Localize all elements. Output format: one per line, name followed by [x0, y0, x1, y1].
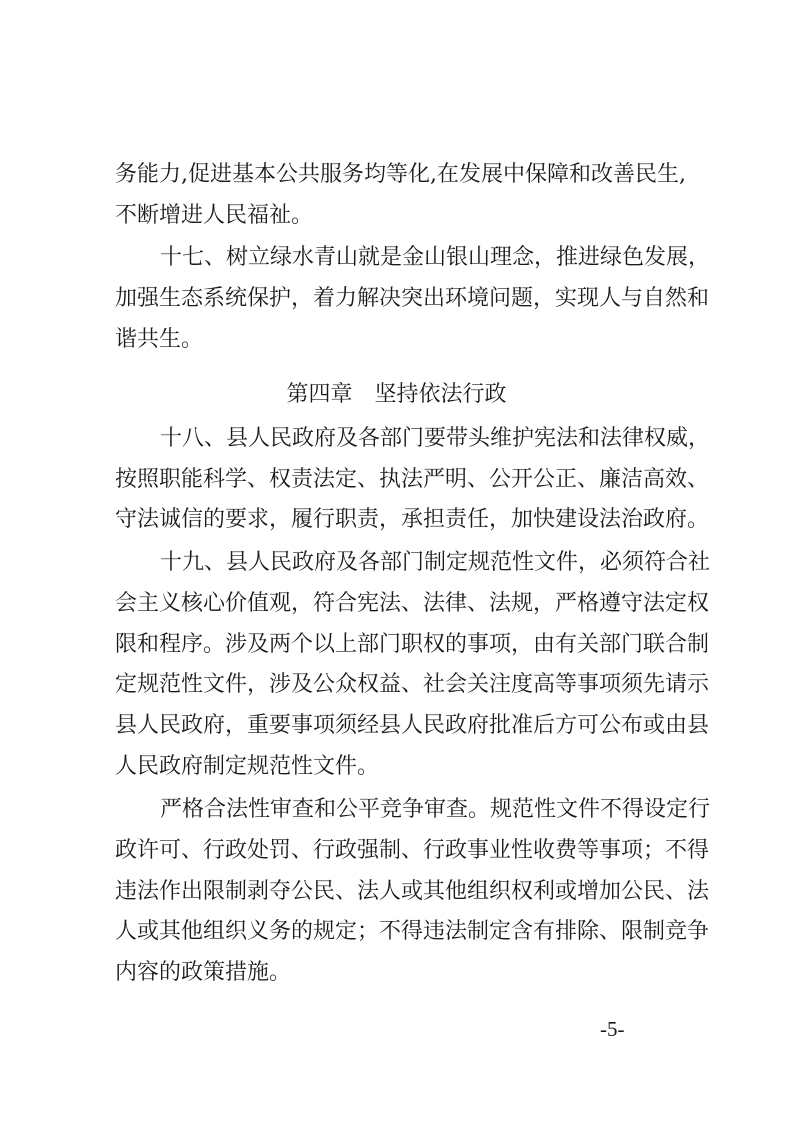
paragraph-line — [0, 500, 793, 540]
text-line: 限和程序。涉及两个以上部门职权的事项，由有关部门联合制 — [115, 632, 710, 657]
paragraph-line — [0, 584, 793, 624]
page-number: -5- — [600, 1017, 625, 1041]
paragraph-line — [0, 238, 793, 278]
text-line: 人或其他组织义务的规定；不得违法制定含有排除、限制竞争 — [115, 919, 710, 944]
paragraph-line — [0, 279, 793, 319]
text-line: 定规范性文件，涉及公众权益、社会关注度高等事项须先请示 — [115, 672, 710, 697]
text-line: 按照职能科学、权责法定、执法严明、公开公正、廉洁高效、 — [115, 467, 710, 492]
chapter-heading: 第四章 坚持依法行政 — [286, 382, 507, 407]
paragraph-line — [0, 912, 793, 952]
text-line: 加强生态系统保护，着力解决突出环境问题，实现人与自然和 — [115, 286, 710, 311]
text-line: 县人民政府，重要事项须经县人民政府批准后方可公布或由县 — [115, 713, 710, 738]
text-line: 违法作出限制剥夺公民、法人或其他组织权利或增加公民、法 — [115, 879, 710, 904]
text-line: 十九、县人民政府及各部门制定规范性文件，必须符合社 — [160, 550, 711, 575]
paragraph-line — [0, 460, 793, 500]
paragraph-line — [0, 196, 793, 236]
text-line: 不断增进人民福祉。 — [115, 203, 314, 228]
text-line: 内容的政策措施。 — [115, 960, 292, 985]
paragraph-line — [0, 625, 793, 665]
paragraph-line — [0, 831, 793, 871]
paragraph-line — [0, 320, 793, 360]
text-line: 务能力,促进基本公共服务均等化,在发展中保障和改善民生, — [115, 162, 686, 187]
paragraph-line — [0, 543, 793, 583]
text-line: 会主义核心价值观，符合宪法、法律、法规，严格遵守法定权 — [115, 591, 710, 616]
text-line: 十八、县人民政府及各部门要带头维护宪法和法律权威， — [160, 426, 711, 451]
paragraph-line — [0, 953, 793, 993]
paragraph-line — [0, 155, 793, 195]
paragraph-line — [0, 872, 793, 912]
paragraph-line — [0, 747, 793, 787]
text-line: 严格合法性审查和公平竞争审查。规范性文件不得设定行 — [160, 797, 711, 822]
paragraph-line — [0, 665, 793, 705]
paragraph-line — [0, 419, 793, 459]
text-line: 守法诚信的要求，履行职责，承担责任，加快建设法治政府。 — [115, 507, 710, 532]
text-line: 政许可、行政处罚、行政强制、行政事业性收费等事项；不得 — [115, 838, 710, 863]
text-line: 人民政府制定规范性文件。 — [115, 754, 380, 779]
text-line: 十七、树立绿水青山就是金山银山理念，推进绿色发展， — [160, 245, 711, 270]
text-line: 谐共生。 — [115, 327, 204, 352]
paragraph-line — [0, 790, 793, 830]
paragraph-line — [0, 706, 793, 746]
